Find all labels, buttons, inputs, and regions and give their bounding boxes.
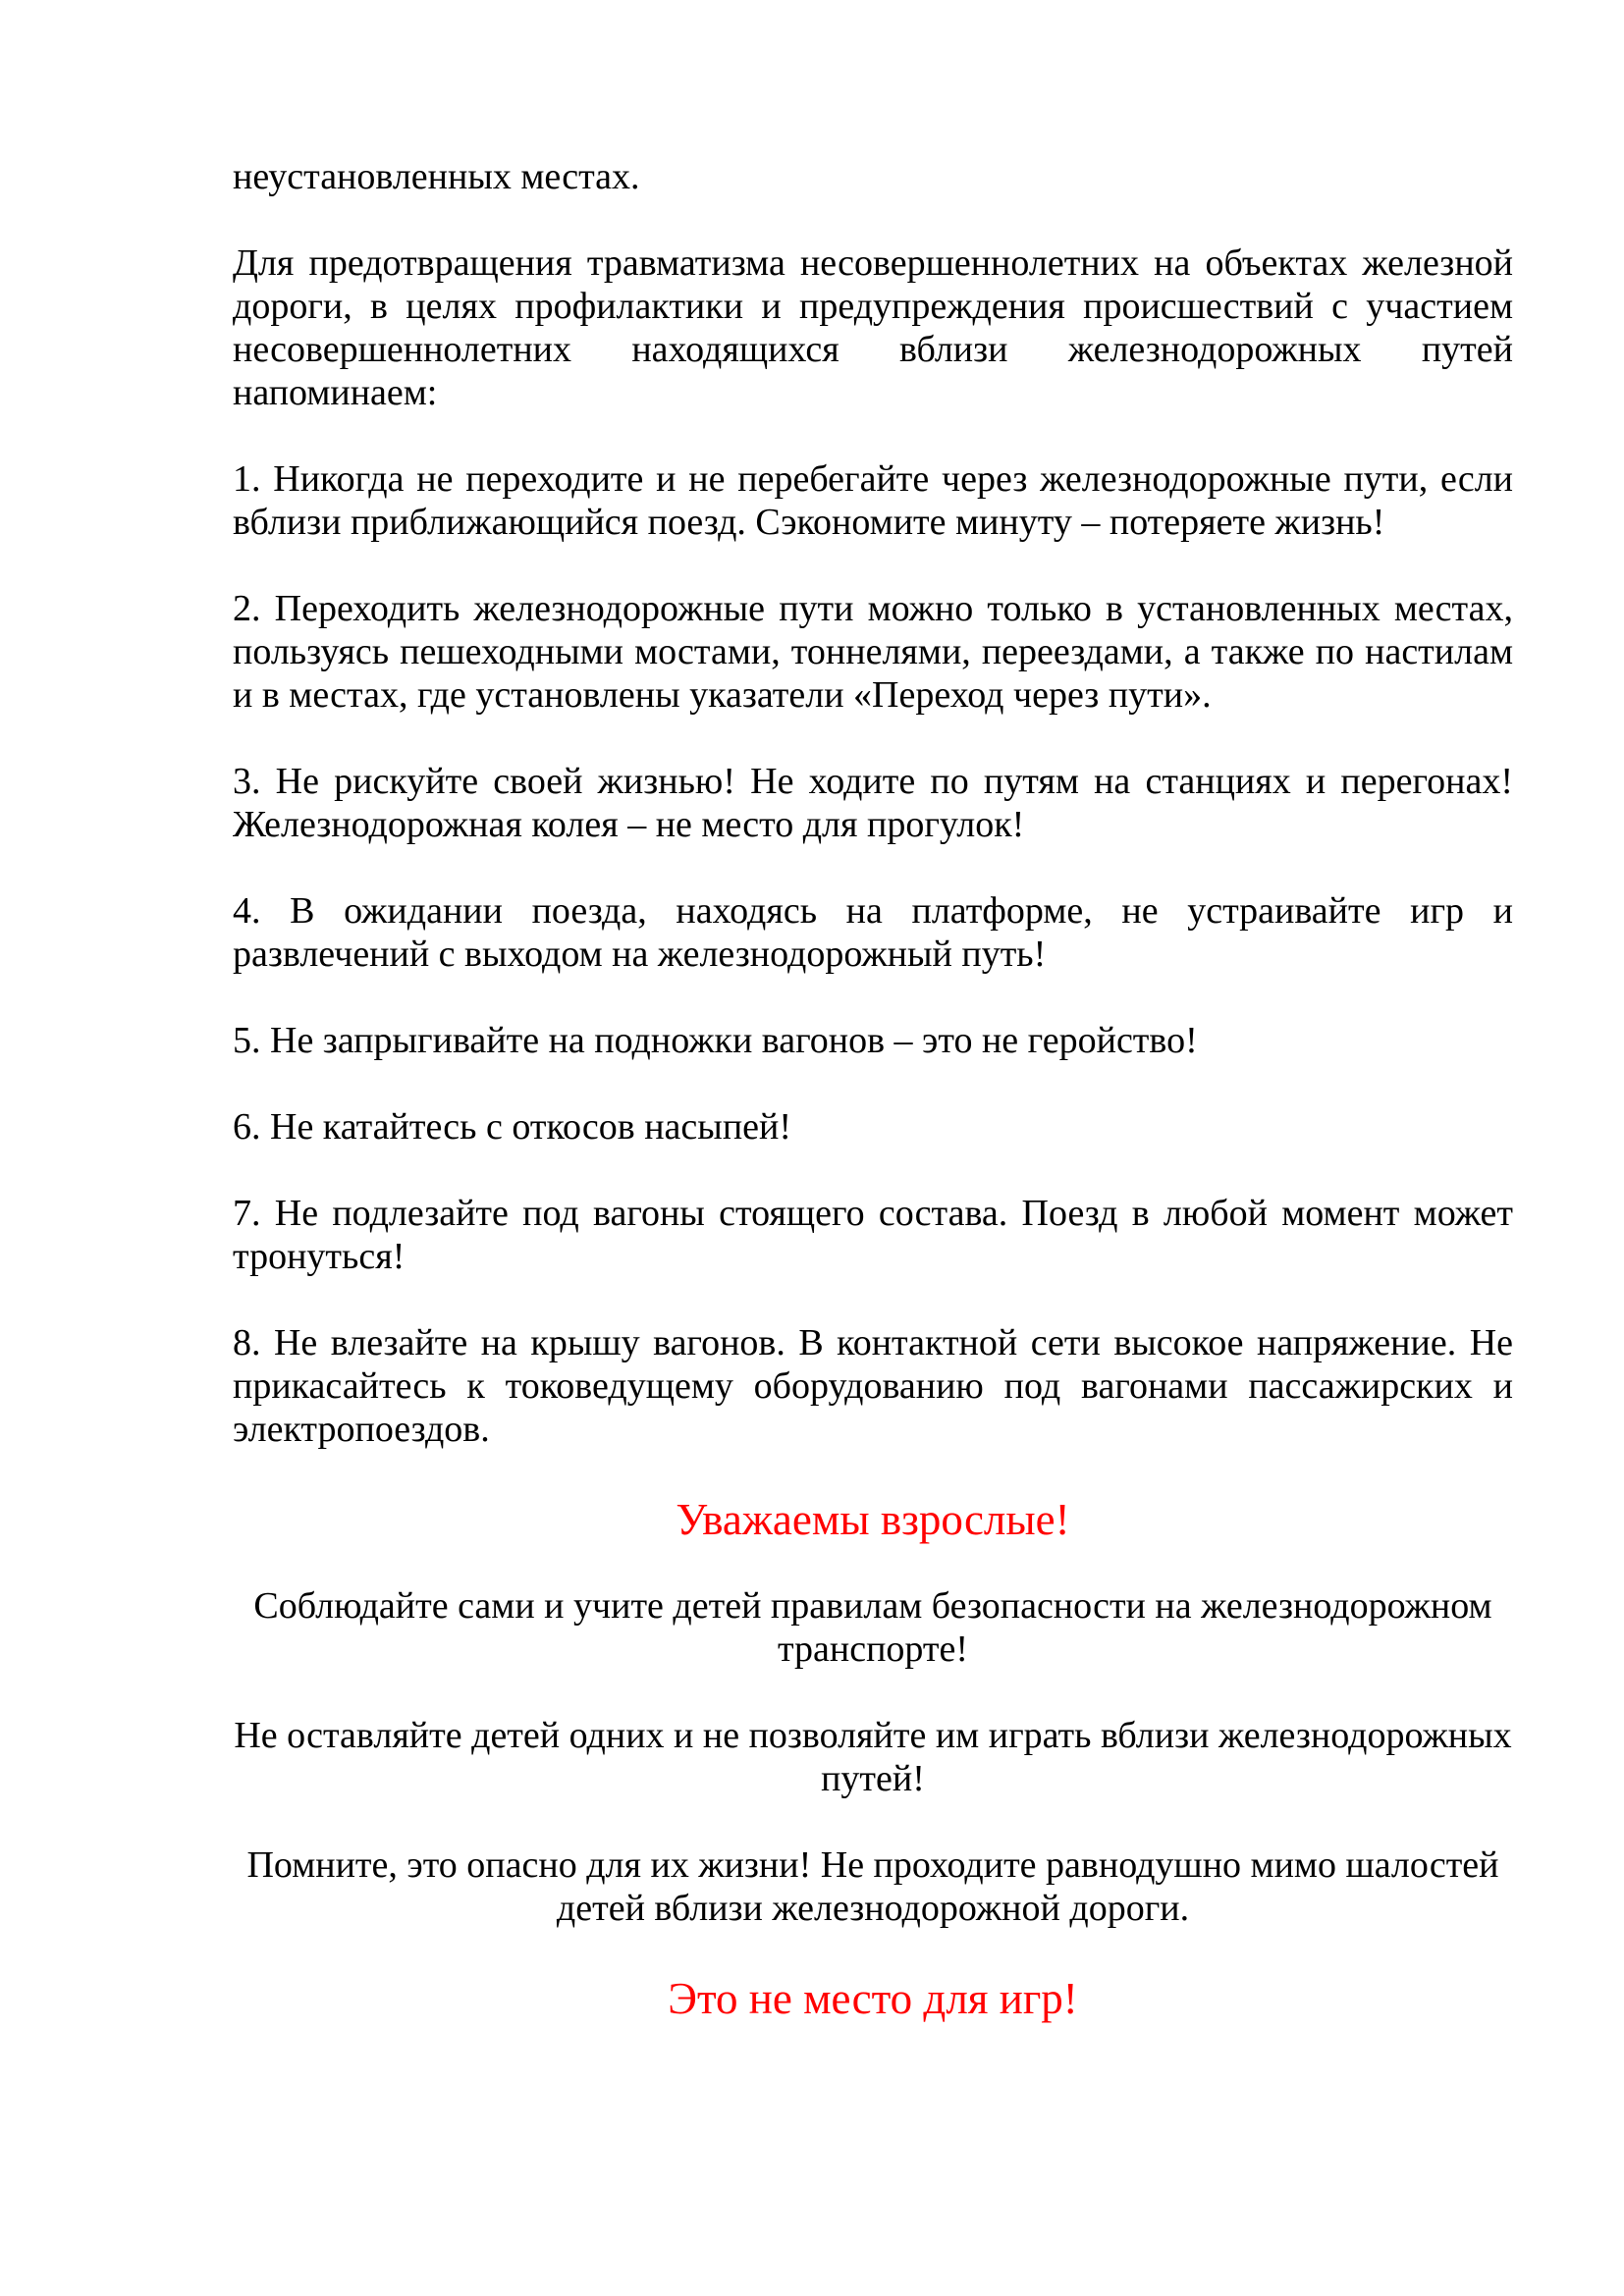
adults-heading: Уважаемы взрослые! — [676, 1495, 1070, 1544]
rule-item-3: 3. Не рискуйте своей жизнью! Не ходите по путям на станциях и перегонах! Железнодорожная колея – не место для прогулок! — [233, 761, 1513, 845]
document-page — [233, 155, 1513, 2063]
rule-item-5: 5. Не запрыгивайте на подножки вагонов – это не геройство! — [233, 1020, 1198, 1061]
adults-paragraph-3: Помните, это опасно для их жизни! Не проходите равнодушно мимо шалостей детей вблизи железнодорожной дороги. — [246, 1844, 1499, 1929]
adults-paragraph-1: Соблюдайте сами и учите детей правилам безопасности на железнодорожном транспорте! — [253, 1585, 1492, 1670]
intro-fragment: неустановленных местах. — [233, 156, 640, 197]
rule-item-2: 2. Переходить железнодорожные пути можно только в установленных местах, пользуясь пешеходными мостами, тоннелями, переездами, а также по настилам и в местах, где установлены указатели «Переход через пути». — [233, 588, 1513, 716]
rule-item-8: 8. Не влезайте на крышу вагонов. В контактной сети высокое напряжение. Не прикасайтесь к токоведущему оборудованию под вагонами пассажирских и электропоездов. — [233, 1322, 1513, 1450]
rule-item-7: 7. Не подлезайте под вагоны стоящего состава. Поезд в любой момент может тронуться! — [233, 1193, 1513, 1277]
closing-heading: Это не место для игр! — [668, 1974, 1078, 2023]
rule-item-6: 6. Не катайтесь с откосов насыпей! — [233, 1106, 792, 1148]
lead-paragraph: Для предотвращения травматизма несовершеннолетних на объектах железной дороги, в целях профилактики и предупреждения происшествий с участием несовершеннолетних находящихся вблизи железнодорожных путей напоминаем: — [233, 242, 1513, 413]
adults-paragraph-2: Не оставляйте детей одних и не позволяйте им играть вблизи железнодорожных путей! — [234, 1715, 1512, 1799]
rule-item-1: 1. Никогда не переходите и не перебегайте через железнодорожные пути, если вблизи приближающийся поезд. Сэкономите минуту – потеряете жизнь! — [233, 458, 1513, 543]
rule-item-4: 4. В ожидании поезда, находясь на платформе, не устраивайте игр и развлечений с выходом на железнодорожный путь! — [233, 890, 1513, 975]
